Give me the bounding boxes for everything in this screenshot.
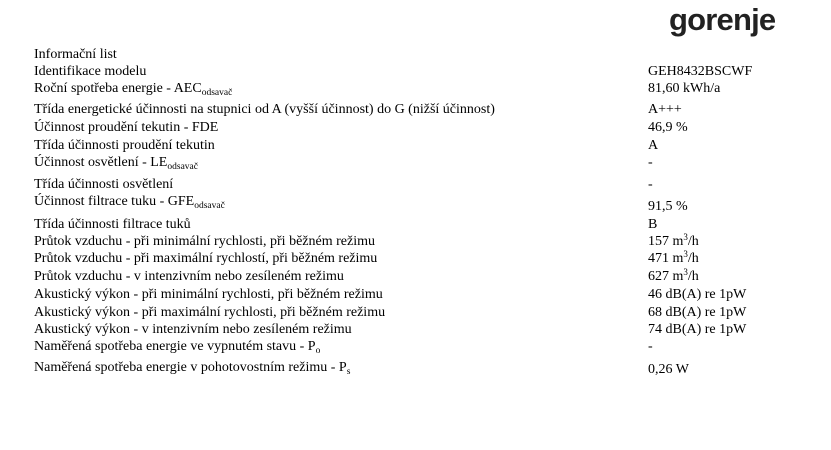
row-label: Třída účinnosti filtrace tuků: [34, 217, 191, 232]
row-value: 627 $m^3/h$: [648, 267, 699, 284]
table-row: [34, 321, 794, 338]
row-label: Naměřená spotřeba energie ve vypnutém stavu - $P_o$: [34, 339, 321, 356]
row-value: 157 $m^3/h$: [648, 232, 699, 249]
row-label: Akustický výkon - při minimální rychlosti, při běžném režimu: [34, 287, 383, 302]
row-value: 46,9 %: [648, 120, 688, 135]
superscript: 3: [683, 267, 688, 277]
superscript: 3: [683, 249, 688, 259]
table-row: [34, 250, 794, 268]
table-row: [34, 101, 794, 119]
table-row: [34, 304, 794, 321]
row-label: Průtok vzduchu - v intenzivním nebo zesíleném režimu: [34, 269, 344, 284]
table-row: [34, 286, 794, 304]
row-value: A: [648, 138, 659, 153]
table-row: [34, 359, 794, 380]
table-row: [34, 338, 794, 359]
subscript: s: [346, 367, 351, 377]
row-value: B: [648, 217, 658, 232]
row-value: -: [648, 339, 653, 354]
table-row: [34, 233, 794, 250]
subscript: odsavač: [167, 162, 198, 172]
row-label: Naměřená spotřeba energie v pohotovostním režimu - $P_s$: [34, 360, 351, 377]
row-value: 46 dB(A) re 1pW: [648, 287, 747, 302]
row-label: Účinnost filtrace tuku - $GFE_{odsavač}$: [34, 194, 225, 211]
subscript: odsavač: [201, 88, 233, 98]
row-value: -: [648, 177, 653, 192]
row-value: A+++: [648, 102, 682, 117]
sheet-title: Informační list: [34, 47, 117, 62]
table-row: [34, 63, 794, 80]
row-label: Třída účinnosti osvětlení: [34, 177, 174, 192]
subscript: odsavač: [194, 201, 225, 211]
table-row: [34, 137, 794, 154]
row-label: Průtok vzduchu - při minimální rychlosti, při běžném režimu: [34, 234, 375, 249]
row-label: Akustický výkon - při maximální rychlosti, při běžném režimu: [34, 305, 386, 320]
row-label: Identifikace modelu: [34, 64, 147, 79]
row-label: Průtok vzduchu - při maximální rychlostí, při běžném režimu: [34, 251, 378, 266]
subscript: o: [315, 346, 321, 356]
row-value: 81,60 kWh/a: [648, 81, 721, 96]
row-value: 91,5 %: [648, 199, 688, 214]
table-row: [34, 193, 794, 216]
row-value: 0,26 W: [648, 362, 689, 377]
row-value: 74 dB(A) re 1pW: [648, 322, 747, 337]
row-label: Třída účinnosti proudění tekutin: [34, 138, 215, 153]
table-row: [34, 176, 794, 193]
table-row: [34, 154, 794, 176]
row-value: -: [648, 155, 653, 170]
product-information-sheet: [34, 46, 794, 380]
gorenje-logo: gorenje: [669, 2, 776, 37]
superscript: 3: [683, 232, 688, 242]
table-row: [34, 80, 794, 101]
table-row: [34, 119, 794, 137]
table-row: [34, 268, 794, 286]
row-value: 68 dB(A) re 1pW: [648, 305, 747, 320]
row-label: Účinnost osvětlení - $LE_{odsavač}$: [34, 155, 198, 172]
row-value: 471 $m^3/h$: [648, 249, 699, 266]
row-value: GEH8432BSCWF: [648, 64, 753, 79]
row-label: Třída energetické účinnosti na stupnici od A (vyšší účinnost) do G (nižší účinnost): [34, 102, 495, 117]
table-row: [34, 216, 794, 233]
row-label: Účinnost proudění tekutin - FDE: [34, 120, 219, 135]
row-label: Roční spotřeba energie - $AEC_{odsavač}$: [34, 81, 233, 98]
row-label: Akustický výkon - v intenzivním nebo zesíleném režimu: [34, 322, 352, 337]
